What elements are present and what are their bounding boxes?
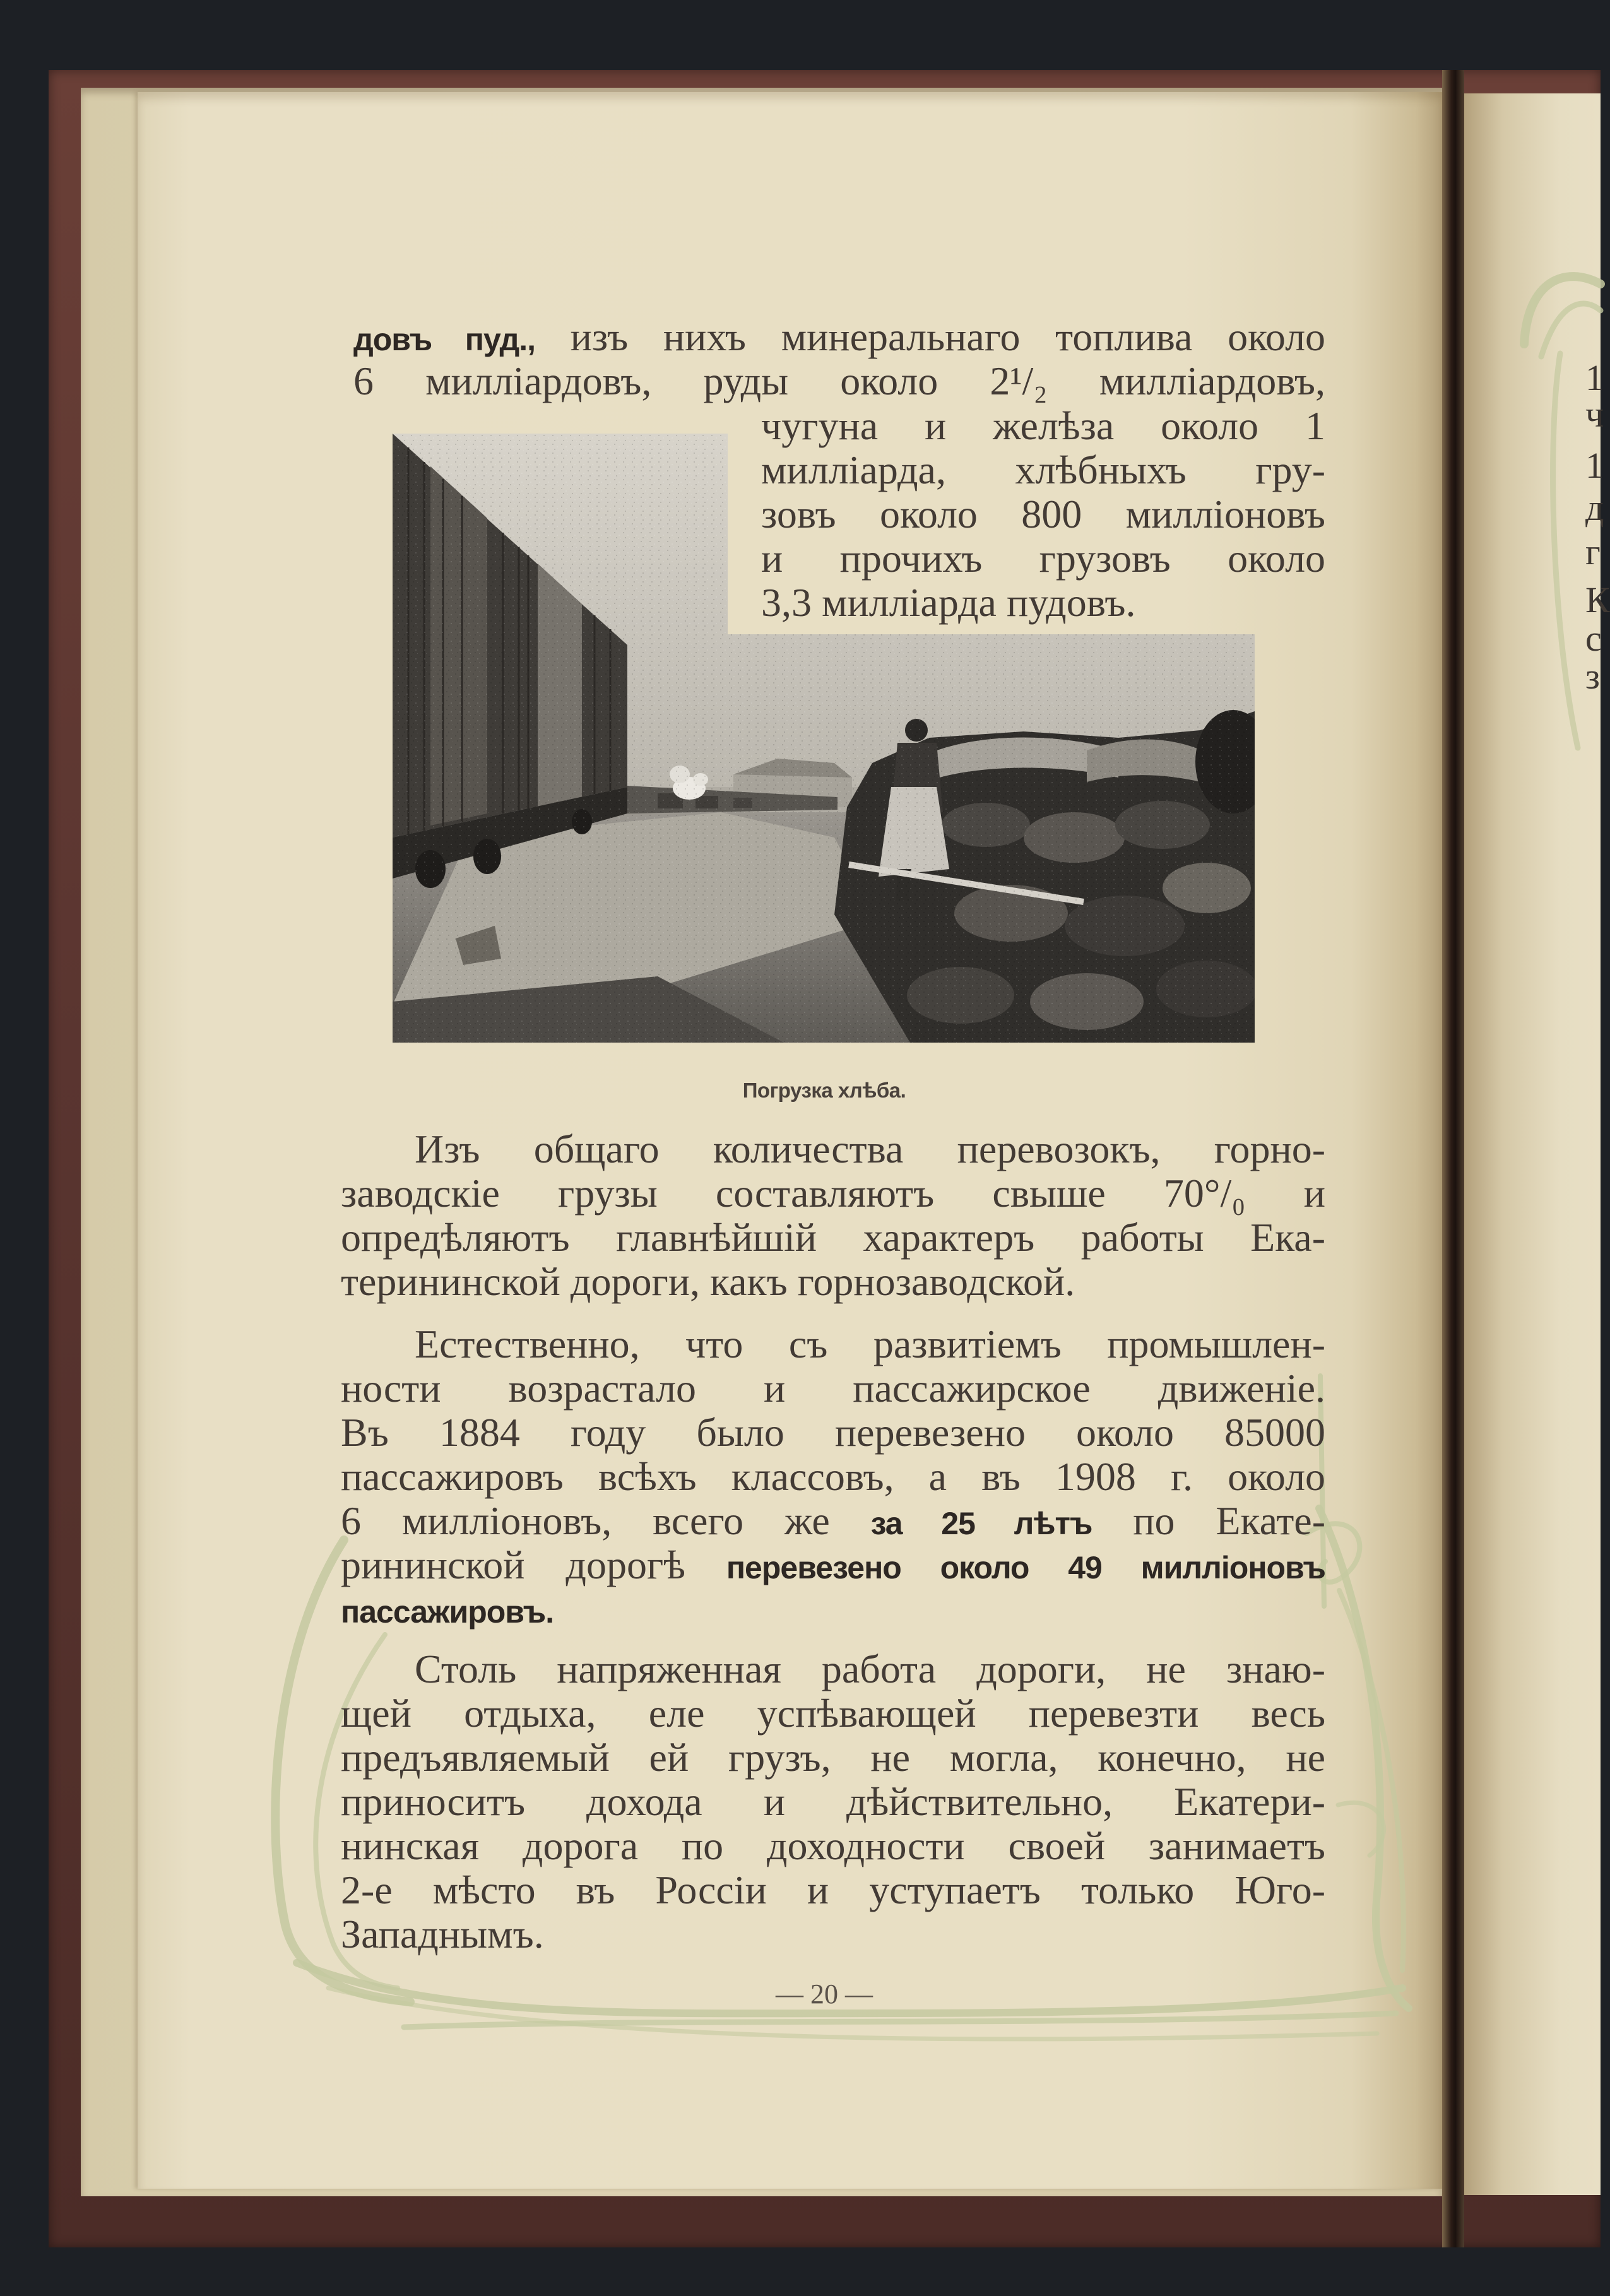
text-line: приноситъ дохода и дѣйствительно, Екатери-	[341, 1779, 1325, 1824]
paragraph	[341, 1647, 1325, 1956]
photo-grain-loading	[393, 434, 1255, 1043]
text-line: опредѣляютъ главнѣйшій характеръ работы Ека-	[341, 1215, 1325, 1260]
facing-page-glyph: К	[1585, 579, 1610, 620]
text-line: 3,3 милліарда пудовъ.	[761, 580, 1136, 625]
facing-page-glyph: с	[1585, 618, 1602, 659]
facing-page-glyph: 1	[1585, 357, 1604, 398]
facing-page-glyph: 1	[1585, 445, 1604, 486]
text-line: чугуна и желѣза около 1	[761, 403, 1325, 448]
text-line: ности возрастало и пассажирское движеніе.	[341, 1366, 1325, 1411]
text-line: и прочихъ грузовъ около	[761, 536, 1325, 581]
text-line: Изъ общаго количества перевозокъ, горно-	[415, 1127, 1325, 1171]
text-run: изъ нихъ минеральнаго топлива около	[535, 314, 1326, 359]
photo-image	[393, 434, 1255, 1043]
text-run: рининской дорогѣ	[341, 1542, 726, 1587]
bold-text-run: пассажировъ.	[341, 1594, 554, 1630]
text-line: 2-е мѣсто въ Россіи и уступаетъ только Юго-	[341, 1867, 1325, 1912]
facing-page-glyph: з	[1585, 656, 1600, 697]
text-line: милліарда, хлѣбныхъ гру-	[761, 447, 1325, 492]
facing-page-text-fragments	[1578, 353, 1610, 745]
text-line: заводскіе грузы составляютъ свыше 70°/₀ и	[341, 1171, 1325, 1216]
text-line: Естественно, что съ развитіемъ промышлен-	[415, 1322, 1325, 1366]
text-line	[341, 1499, 1325, 1543]
text-line	[353, 315, 1325, 359]
facing-page-glyph: ч	[1585, 394, 1604, 435]
text-line: предъявляемый ей грузъ, не могла, конечно, не	[341, 1735, 1325, 1780]
text-line: Столь напряженная работа дороги, не знаю-	[415, 1647, 1325, 1691]
text-run: по Екате-	[1092, 1498, 1326, 1543]
text-line	[341, 1587, 1325, 1631]
text-line: Въ 1884 году было перевезено около 85000	[341, 1410, 1325, 1455]
book-spine	[1442, 70, 1464, 2247]
text-line: 6 милліардовъ, руды около 2¹/₂ милліардовъ,	[353, 358, 1325, 403]
paragraph	[341, 1127, 1325, 1304]
facing-page-glyph: д	[1585, 487, 1604, 528]
text-line	[341, 1543, 1325, 1587]
text-line: терининской дороги, какъ горнозаводской.	[341, 1259, 1075, 1304]
photo-caption: Погрузка хлѣба.	[742, 1079, 906, 1102]
bold-text-run: за 25 лѣтъ	[870, 1506, 1092, 1541]
facing-page-glyph: г	[1585, 531, 1601, 572]
film-grain	[393, 434, 1255, 1043]
text-line: Западнымъ.	[341, 1912, 544, 1956]
bold-text-run: довъ пуд.,	[353, 322, 536, 357]
page-number: — 20 —	[776, 1979, 873, 2009]
text-line: зовъ около 800 милліоновъ	[761, 492, 1325, 536]
text-line: нинская дорога по доходности своей занимаетъ	[341, 1823, 1325, 1868]
bold-text-run: перевезено около 49 милліоновъ	[726, 1550, 1326, 1585]
text-line: щей отдыха, еле успѣвающей перевезти весь	[341, 1691, 1325, 1736]
top-text-full-width	[353, 315, 1325, 403]
text-line: пассажировъ всѣхъ классовъ, а въ 1908 г. около	[341, 1454, 1325, 1499]
text-run: 6 милліоновъ, всего же	[341, 1498, 871, 1543]
paragraph	[341, 1322, 1325, 1631]
